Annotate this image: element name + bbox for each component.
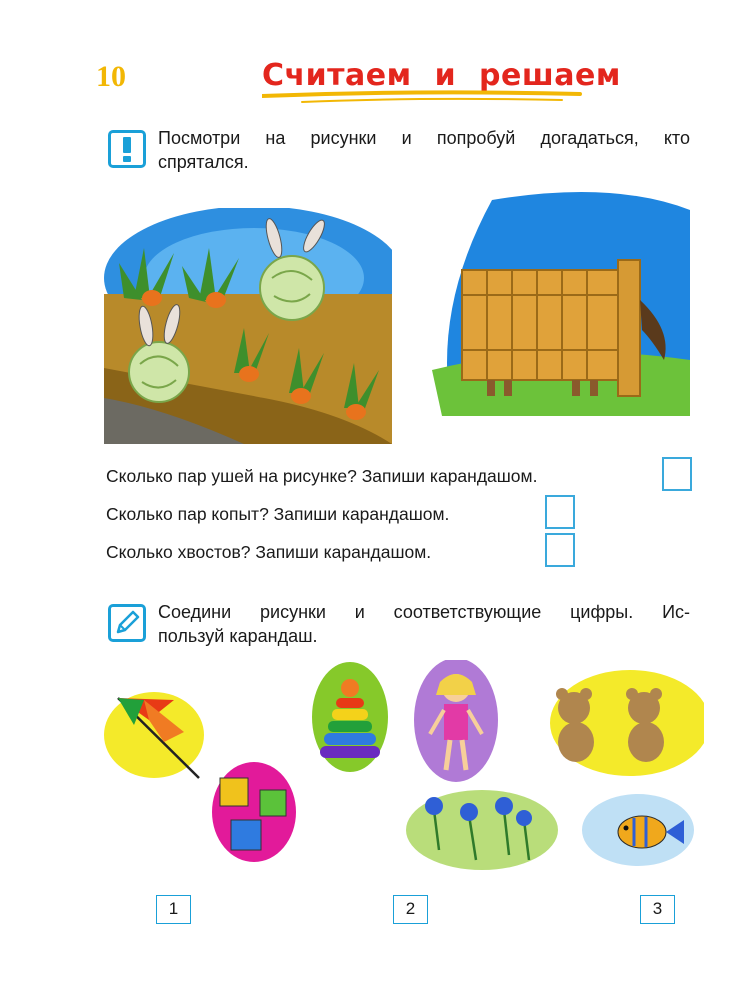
task2-text (158, 600, 690, 648)
garden-rabbits-picture (104, 208, 392, 444)
pencil-icon (108, 604, 146, 642)
flag-picture (104, 692, 204, 778)
exclamation-icon (108, 130, 146, 168)
pyramid-toy-picture (312, 662, 388, 772)
question-tails: Сколько хвостов? Запиши карандашом. (106, 542, 432, 562)
task1-line1: Посмотри на рисунки и попробуй догадаться, кто (158, 128, 690, 148)
number-box-2[interactable]: 2 (393, 895, 428, 924)
answer-box-hooves[interactable] (545, 495, 575, 529)
number-box-3[interactable]: 3 (640, 895, 675, 924)
connect-pictures-group (104, 660, 704, 870)
cubes-picture (212, 762, 296, 862)
question-ears: Сколько пар ушей на рисунке? Запиши карандашом. (106, 466, 538, 486)
answer-box-ears[interactable] (662, 457, 692, 491)
task2-line2: пользуй карандаш. (158, 626, 318, 646)
doll-picture (414, 660, 498, 782)
answer-box-tails[interactable] (545, 533, 575, 567)
fence-horse-picture (432, 190, 690, 416)
fish-picture (582, 794, 694, 866)
task1-line2: спрятался. (158, 152, 249, 172)
cornflowers-picture (406, 790, 558, 870)
task2-line1: Соедини рисунки и соответствующие цифры. Ис- (158, 602, 690, 622)
question-hooves: Сколько пар копыт? Запиши карандашом. (106, 504, 450, 524)
teddy-bears-picture (550, 670, 704, 776)
task1-text (158, 126, 690, 174)
title-underline (262, 88, 582, 108)
page-number: 10 (96, 60, 126, 93)
number-box-1[interactable]: 1 (156, 895, 191, 924)
page-title: Считаем и решаем (262, 58, 621, 93)
